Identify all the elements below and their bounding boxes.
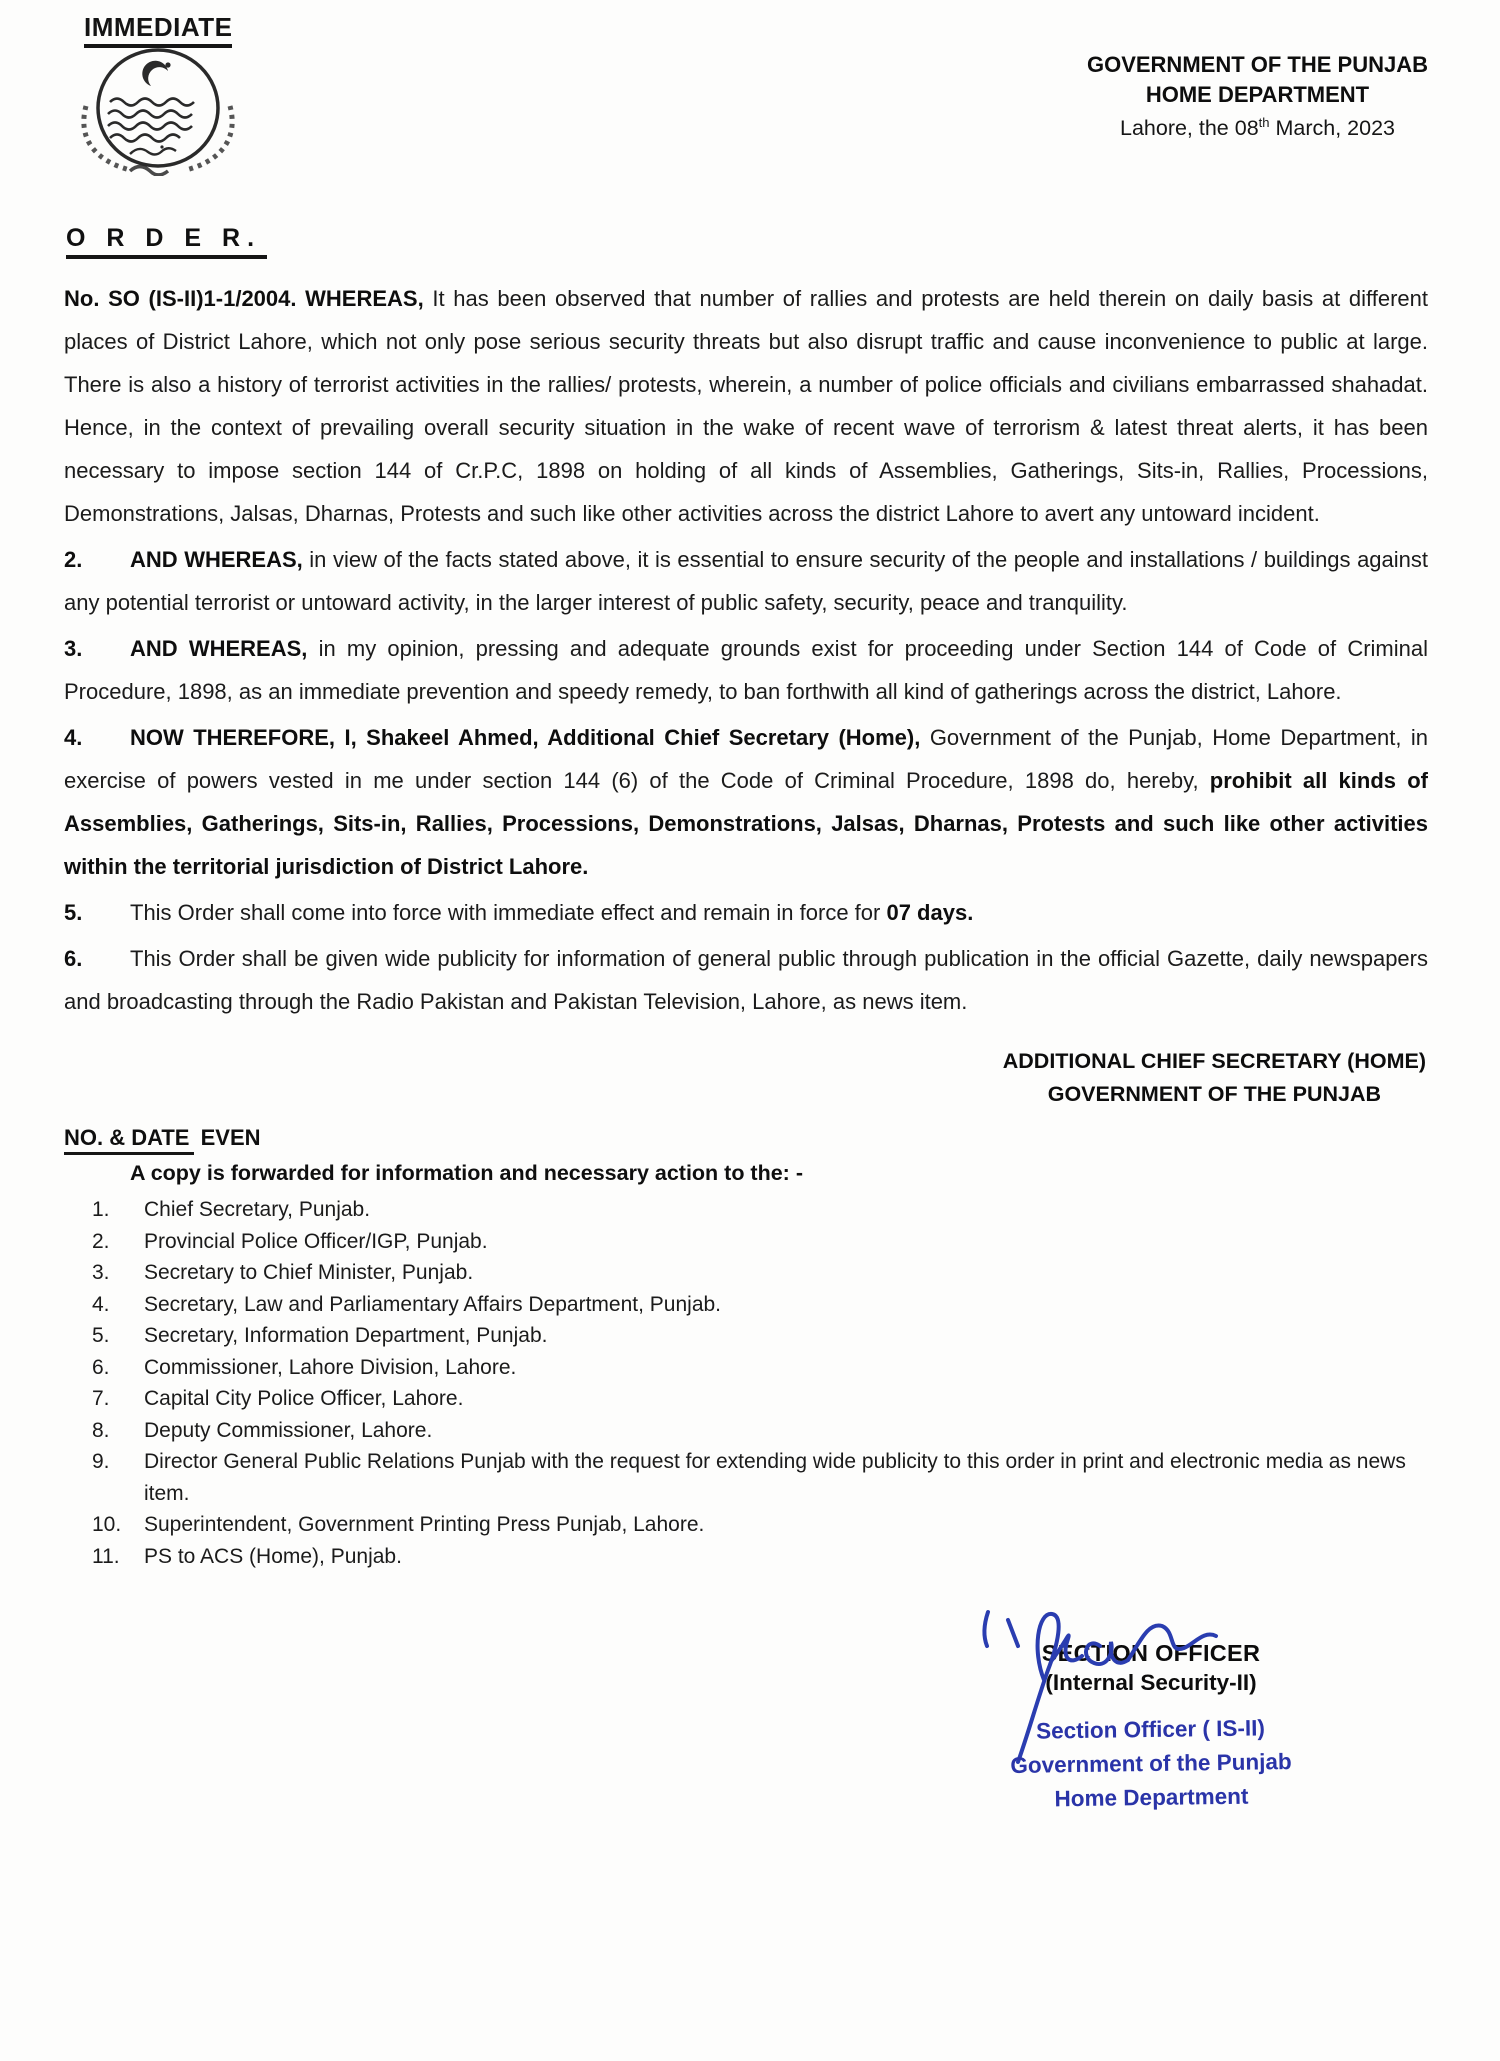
letterhead-org-line2: HOME DEPARTMENT (1145, 82, 1370, 107)
list-item-text: Secretary, Law and Parliamentary Affairs Department, Punjab. (144, 1292, 722, 1316)
list-item-number: 6. (92, 1355, 110, 1379)
distribution-list (64, 1194, 1428, 1572)
list-item (64, 1383, 1428, 1415)
list-item-number: 10. (92, 1513, 122, 1536)
list-item-text: Chief Secretary, Punjab. (144, 1198, 371, 1221)
list-item (64, 1446, 1428, 1509)
list-item-number: 8. (92, 1418, 110, 1442)
paragraph-text: This Order shall come into force with immediate effect and remain in force for (130, 900, 887, 925)
letterhead-place-date (1087, 115, 1428, 141)
order-paragraph (64, 937, 1428, 1023)
paragraph-text-bold: AND WHEREAS, (130, 636, 308, 661)
order-paragraph (64, 277, 1428, 535)
priority-marking: IMMEDIATE (84, 12, 232, 48)
list-item-number: 5. (92, 1324, 110, 1347)
order-paragraph (64, 716, 1428, 888)
reference-heading-underlined: NO. & DATE (64, 1125, 194, 1155)
list-item-text: PS to ACS (Home), Punjab. (144, 1544, 402, 1568)
list-item (64, 1352, 1428, 1384)
signatory-designation: ADDITIONAL CHIEF SECRETARY (HOME) (1002, 1049, 1426, 1073)
list-item-number: 11. (92, 1544, 120, 1568)
list-item-text: Provincial Police Officer/IGP, Punjab. (144, 1229, 488, 1253)
list-item-text: Capital City Police Officer, Lahore. (144, 1387, 464, 1410)
order-paragraph (64, 891, 1428, 934)
list-item-number: 2. (92, 1229, 110, 1253)
date-prefix: Lahore, the 08 (1119, 116, 1259, 141)
paragraph-text-bold: 07 days. (886, 900, 974, 925)
section-officer-signature-block (64, 1590, 1428, 1840)
paragraph-text: Government of the Punjab, Home Department, in exercise of powers vested in me under section 144 (6) of the Code of Criminal Procedure, 1898 do, hereby, (64, 725, 1429, 793)
signatory-organization: GOVERNMENT OF THE PUNJAB (1047, 1082, 1382, 1106)
signature-subtitle: (Internal Security-II) (1045, 1670, 1257, 1695)
list-item (64, 1289, 1428, 1321)
stamp-line-2: Government of the Punjab (1010, 1749, 1292, 1778)
date-ordinal: th (1258, 115, 1270, 130)
paragraph-number: 2. (64, 547, 83, 572)
office-stamp (965, 1710, 1336, 1817)
list-item-text: Director General Public Relations Punjab with the request for extending wide publicity to this order in print and electronic media as news item. (144, 1450, 1406, 1505)
paragraph-text: It has been observed that number of rallies and protests are held therein on daily basis at different places of District Lahore, which not only pose serious security threats but also disrupt traffic and cause inconvenience to public at large. There is also a history of terrorist activities in the rallies/ protests, wherein, a number of police officials and civilians embarrassed shahadat. Hence, in the context of prevailing overall security situation in the wake of recent wave of terrorism & latest threat alerts, it has been necessary to impose section 144 of Cr.P.C, 1898 on holding of all kinds of Assemblies, Gatherings, Sits-in, Rallies, Processions, Demonstrations, Jalsas, Dharnas, Protests and such like other activities across the district Lahore to avert any untoward incident. (64, 286, 1429, 526)
order-paragraph (64, 627, 1428, 713)
paragraph-text-bold: No. SO (IS-II)1-1/2004. WHEREAS, (64, 286, 424, 311)
order-paragraph (64, 538, 1428, 624)
list-item (64, 1194, 1428, 1226)
list-item-number: 7. (92, 1387, 110, 1410)
paragraph-text: in view of the facts stated above, it is essential to ensure security of the people and installations / buildings against any potential terrorist or untoward activity, in the larger interest of public safety, security, peace and tranquility. (64, 547, 1429, 615)
list-item-number: 9. (92, 1450, 110, 1473)
list-item (64, 1509, 1428, 1541)
punjab-government-crest-icon (58, 44, 258, 181)
stamp-line-3: Home Department (1054, 1783, 1249, 1812)
list-item (64, 1257, 1428, 1289)
page-header (64, 10, 1428, 180)
paragraph-text-bold: prohibit all kinds of Assemblies, Gatherings, Sits-in, Rallies, Processions, Demonstrations, Jalsas, Dharnas, Protests and such like other activities within the territorial jurisdiction of District Lahore. (64, 768, 1428, 879)
list-item-text: Secretary, Information Department, Punjab. (144, 1324, 548, 1347)
list-item-number: 1. (92, 1198, 110, 1221)
list-item-text: Secretary to Chief Minister, Punjab. (144, 1261, 474, 1284)
paragraph-number: 5. (64, 900, 83, 925)
forwarding-line: A copy is forwarded for information and necessary action to the: - (130, 1161, 803, 1185)
list-item (64, 1226, 1428, 1258)
paragraph-text: in my opinion, pressing and adequate grounds exist for proceeding under Section 144 of Code of Criminal Procedure, 1898, as an immediate prevention and speedy remedy, to ban forthwith all kind of gatherings across the district, Lahore. (64, 636, 1428, 704)
letterhead (1087, 50, 1428, 141)
reference-heading (64, 1125, 1428, 1151)
date-suffix: March, 2023 (1269, 116, 1395, 141)
list-item (64, 1415, 1428, 1447)
order-paragraphs (64, 277, 1428, 1023)
list-item-number: 4. (92, 1292, 110, 1316)
signatory-block (64, 1045, 1428, 1111)
paragraph-number: 6. (64, 946, 83, 971)
paragraph-text-bold: NOW THEREFORE, I, Shakeel Ahmed, Additional Chief Secretary (Home), (130, 725, 921, 750)
paragraph-text-bold: AND WHEREAS, (130, 547, 303, 572)
letterhead-org-line1: GOVERNMENT OF THE PUNJAB (1086, 52, 1428, 77)
list-item-text: Deputy Commissioner, Lahore. (144, 1418, 433, 1442)
paragraph-text: This Order shall be given wide publicity for information of general public through publication in the official Gazette, daily newspapers and broadcasting through the Radio Pakistan and Pakistan Television, Lahore, as news item. (64, 946, 1428, 1014)
list-item (64, 1320, 1428, 1352)
stamp-line-1: Section Officer ( IS-II) (1035, 1715, 1266, 1744)
list-item-text: Superintendent, Government Printing Press Punjab, Lahore. (144, 1513, 705, 1536)
paragraph-number: 3. (64, 636, 83, 661)
list-item (64, 1541, 1428, 1573)
signature-title: SECTION OFFICER (1041, 1640, 1261, 1666)
paragraph-number: 4. (64, 725, 83, 750)
reference-heading-rest: EVEN (200, 1125, 261, 1150)
list-item-text: Commissioner, Lahore Division, Lahore. (144, 1355, 517, 1379)
order-heading: O R D E R. (66, 224, 267, 259)
list-item-number: 3. (92, 1261, 110, 1284)
